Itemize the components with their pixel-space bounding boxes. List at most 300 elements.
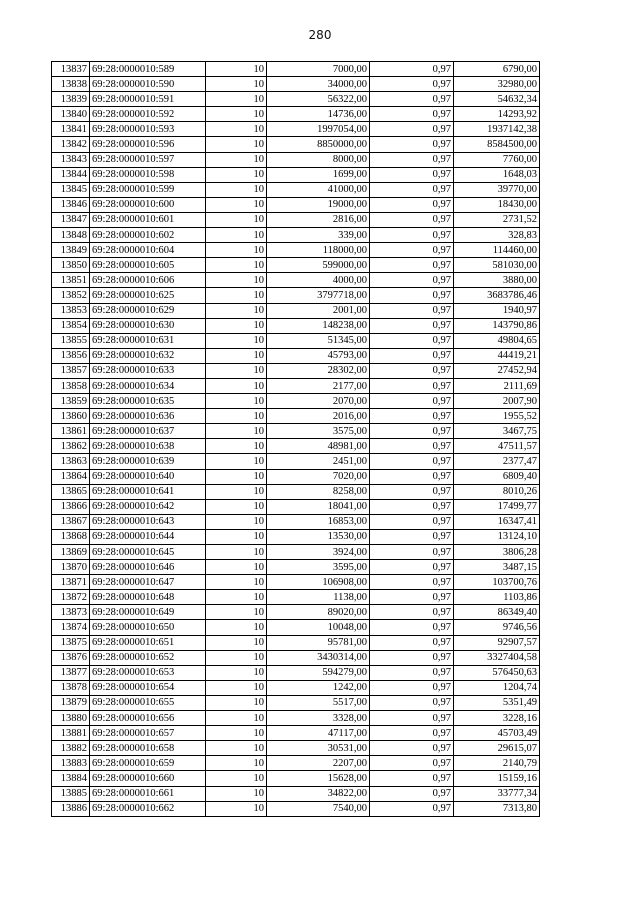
table-row: [52, 107, 540, 122]
coefficient-cell: 0,97: [370, 620, 454, 635]
row-number-cell: 13880: [52, 711, 90, 726]
area-cell: 47117,00: [267, 726, 370, 741]
percent-cell: 10: [206, 771, 267, 786]
value-cell: 1937142,38: [454, 122, 540, 137]
coefficient-cell: 0,97: [370, 77, 454, 92]
coefficient-cell: 0,97: [370, 454, 454, 469]
row-number-cell: 13863: [52, 454, 90, 469]
percent-cell: 10: [206, 212, 267, 227]
row-number-cell: 13854: [52, 318, 90, 333]
cadastral-number-cell: 69:28:0000010:640: [90, 469, 206, 484]
cadastral-number-cell: 69:28:0000010:633: [90, 363, 206, 378]
area-cell: 10048,00: [267, 620, 370, 635]
row-number-cell: 13850: [52, 258, 90, 273]
value-cell: 3806,28: [454, 545, 540, 560]
coefficient-cell: 0,97: [370, 801, 454, 816]
cadastral-number-cell: 69:28:0000010:650: [90, 620, 206, 635]
percent-cell: 10: [206, 107, 267, 122]
value-cell: 1940,97: [454, 303, 540, 318]
area-cell: 118000,00: [267, 243, 370, 258]
row-number-cell: 13858: [52, 378, 90, 393]
value-cell: 29615,07: [454, 741, 540, 756]
percent-cell: 10: [206, 348, 267, 363]
cadastral-number-cell: 69:28:0000010:641: [90, 484, 206, 499]
table-row: [52, 499, 540, 514]
value-cell: 576450,63: [454, 665, 540, 680]
percent-cell: 10: [206, 726, 267, 741]
percent-cell: 10: [206, 575, 267, 590]
cadastral-number-cell: 69:28:0000010:605: [90, 258, 206, 273]
percent-cell: 10: [206, 454, 267, 469]
cadastral-number-cell: 69:28:0000010:630: [90, 318, 206, 333]
coefficient-cell: 0,97: [370, 152, 454, 167]
value-cell: 3683786,46: [454, 288, 540, 303]
row-number-cell: 13874: [52, 620, 90, 635]
value-cell: 44419,21: [454, 348, 540, 363]
area-cell: 3328,00: [267, 711, 370, 726]
cadastral-number-cell: 69:28:0000010:600: [90, 197, 206, 212]
area-cell: 34000,00: [267, 77, 370, 92]
table-row: [52, 212, 540, 227]
area-cell: 56322,00: [267, 92, 370, 107]
table-row: [52, 711, 540, 726]
row-number-cell: 13857: [52, 363, 90, 378]
coefficient-cell: 0,97: [370, 756, 454, 771]
cadastral-number-cell: 69:28:0000010:629: [90, 303, 206, 318]
coefficient-cell: 0,97: [370, 258, 454, 273]
cadastral-number-cell: 69:28:0000010:596: [90, 137, 206, 152]
table-row: [52, 484, 540, 499]
table-row: [52, 590, 540, 605]
cadastral-number-cell: 69:28:0000010:660: [90, 771, 206, 786]
area-cell: 8258,00: [267, 484, 370, 499]
coefficient-cell: 0,97: [370, 288, 454, 303]
area-cell: 95781,00: [267, 635, 370, 650]
row-number-cell: 13878: [52, 680, 90, 695]
percent-cell: 10: [206, 409, 267, 424]
registry-table-body: [52, 62, 540, 817]
percent-cell: 10: [206, 92, 267, 107]
row-number-cell: 13855: [52, 333, 90, 348]
percent-cell: 10: [206, 756, 267, 771]
area-cell: 3430314,00: [267, 650, 370, 665]
percent-cell: 10: [206, 197, 267, 212]
value-cell: 1648,03: [454, 167, 540, 182]
value-cell: 9746,56: [454, 620, 540, 635]
table-row: [52, 77, 540, 92]
coefficient-cell: 0,97: [370, 545, 454, 560]
table-row: [52, 424, 540, 439]
coefficient-cell: 0,97: [370, 650, 454, 665]
value-cell: 5351,49: [454, 695, 540, 710]
area-cell: 4000,00: [267, 273, 370, 288]
row-number-cell: 13871: [52, 575, 90, 590]
coefficient-cell: 0,97: [370, 243, 454, 258]
percent-cell: 10: [206, 77, 267, 92]
cadastral-number-cell: 69:28:0000010:606: [90, 273, 206, 288]
value-cell: 143790,86: [454, 318, 540, 333]
value-cell: 1955,52: [454, 409, 540, 424]
coefficient-cell: 0,97: [370, 409, 454, 424]
table-row: [52, 318, 540, 333]
percent-cell: 10: [206, 152, 267, 167]
value-cell: 17499,77: [454, 499, 540, 514]
coefficient-cell: 0,97: [370, 273, 454, 288]
percent-cell: 10: [206, 62, 267, 77]
value-cell: 27452,94: [454, 363, 540, 378]
area-cell: 18041,00: [267, 499, 370, 514]
cadastral-number-cell: 69:28:0000010:589: [90, 62, 206, 77]
percent-cell: 10: [206, 333, 267, 348]
row-number-cell: 13843: [52, 152, 90, 167]
value-cell: 581030,00: [454, 258, 540, 273]
cadastral-number-cell: 69:28:0000010:597: [90, 152, 206, 167]
cadastral-number-cell: 69:28:0000010:644: [90, 529, 206, 544]
table-row: [52, 137, 540, 152]
cadastral-number-cell: 69:28:0000010:604: [90, 243, 206, 258]
percent-cell: 10: [206, 545, 267, 560]
area-cell: 8000,00: [267, 152, 370, 167]
table-row: [52, 62, 540, 77]
area-cell: 7540,00: [267, 801, 370, 816]
percent-cell: 10: [206, 620, 267, 635]
cadastral-number-cell: 69:28:0000010:625: [90, 288, 206, 303]
table-row: [52, 620, 540, 635]
value-cell: 86349,40: [454, 605, 540, 620]
area-cell: 51345,00: [267, 333, 370, 348]
value-cell: 2731,52: [454, 212, 540, 227]
area-cell: 13530,00: [267, 529, 370, 544]
cadastral-number-cell: 69:28:0000010:653: [90, 665, 206, 680]
row-number-cell: 13882: [52, 741, 90, 756]
area-cell: 594279,00: [267, 665, 370, 680]
row-number-cell: 13844: [52, 167, 90, 182]
area-cell: 2016,00: [267, 409, 370, 424]
coefficient-cell: 0,97: [370, 62, 454, 77]
area-cell: 16853,00: [267, 514, 370, 529]
cadastral-number-cell: 69:28:0000010:601: [90, 212, 206, 227]
table-row: [52, 333, 540, 348]
value-cell: 6790,00: [454, 62, 540, 77]
value-cell: 54632,34: [454, 92, 540, 107]
table-row: [52, 303, 540, 318]
value-cell: 14293,92: [454, 107, 540, 122]
percent-cell: 10: [206, 439, 267, 454]
coefficient-cell: 0,97: [370, 378, 454, 393]
row-number-cell: 13867: [52, 514, 90, 529]
cadastral-number-cell: 69:28:0000010:636: [90, 409, 206, 424]
table-row: [52, 786, 540, 801]
value-cell: 13124,10: [454, 529, 540, 544]
row-number-cell: 13846: [52, 197, 90, 212]
coefficient-cell: 0,97: [370, 424, 454, 439]
coefficient-cell: 0,97: [370, 786, 454, 801]
value-cell: 7313,80: [454, 801, 540, 816]
row-number-cell: 13847: [52, 212, 90, 227]
area-cell: 5517,00: [267, 695, 370, 710]
value-cell: 3327404,58: [454, 650, 540, 665]
table-row: [52, 454, 540, 469]
area-cell: 2001,00: [267, 303, 370, 318]
coefficient-cell: 0,97: [370, 394, 454, 409]
area-cell: 89020,00: [267, 605, 370, 620]
area-cell: 19000,00: [267, 197, 370, 212]
percent-cell: 10: [206, 258, 267, 273]
value-cell: 1204,74: [454, 680, 540, 695]
cadastral-number-cell: 69:28:0000010:634: [90, 378, 206, 393]
table-row: [52, 273, 540, 288]
row-number-cell: 13886: [52, 801, 90, 816]
value-cell: 2377,47: [454, 454, 540, 469]
cadastral-number-cell: 69:28:0000010:642: [90, 499, 206, 514]
percent-cell: 10: [206, 378, 267, 393]
percent-cell: 10: [206, 484, 267, 499]
table-row: [52, 348, 540, 363]
table-row: [52, 680, 540, 695]
page-number: 280: [308, 28, 332, 42]
cadastral-number-cell: 69:28:0000010:659: [90, 756, 206, 771]
value-cell: 32980,00: [454, 77, 540, 92]
cadastral-number-cell: 69:28:0000010:631: [90, 333, 206, 348]
cadastral-number-cell: 69:28:0000010:593: [90, 122, 206, 137]
table-row: [52, 695, 540, 710]
percent-cell: 10: [206, 680, 267, 695]
row-number-cell: 13860: [52, 409, 90, 424]
value-cell: 2007,90: [454, 394, 540, 409]
coefficient-cell: 0,97: [370, 182, 454, 197]
table-row: [52, 771, 540, 786]
area-cell: 599000,00: [267, 258, 370, 273]
value-cell: 47511,57: [454, 439, 540, 454]
row-number-cell: 13883: [52, 756, 90, 771]
coefficient-cell: 0,97: [370, 167, 454, 182]
coefficient-cell: 0,97: [370, 514, 454, 529]
row-number-cell: 13861: [52, 424, 90, 439]
value-cell: 16347,41: [454, 514, 540, 529]
cadastral-number-cell: 69:28:0000010:592: [90, 107, 206, 122]
row-number-cell: 13840: [52, 107, 90, 122]
percent-cell: 10: [206, 243, 267, 258]
area-cell: 3595,00: [267, 560, 370, 575]
coefficient-cell: 0,97: [370, 348, 454, 363]
percent-cell: 10: [206, 424, 267, 439]
cadastral-number-cell: 69:28:0000010:646: [90, 560, 206, 575]
row-number-cell: 13852: [52, 288, 90, 303]
cadastral-number-cell: 69:28:0000010:638: [90, 439, 206, 454]
area-cell: 148238,00: [267, 318, 370, 333]
table-row: [52, 801, 540, 816]
percent-cell: 10: [206, 605, 267, 620]
cadastral-number-cell: 69:28:0000010:661: [90, 786, 206, 801]
area-cell: 1997054,00: [267, 122, 370, 137]
table-row: [52, 726, 540, 741]
row-number-cell: 13849: [52, 243, 90, 258]
area-cell: 30531,00: [267, 741, 370, 756]
cadastral-number-cell: 69:28:0000010:662: [90, 801, 206, 816]
coefficient-cell: 0,97: [370, 469, 454, 484]
cadastral-number-cell: 69:28:0000010:657: [90, 726, 206, 741]
coefficient-cell: 0,97: [370, 590, 454, 605]
percent-cell: 10: [206, 695, 267, 710]
row-number-cell: 13865: [52, 484, 90, 499]
table-row: [52, 575, 540, 590]
table-row: [52, 409, 540, 424]
value-cell: 45703,49: [454, 726, 540, 741]
table-row: [52, 92, 540, 107]
value-cell: 3880,00: [454, 273, 540, 288]
area-cell: 48981,00: [267, 439, 370, 454]
row-number-cell: 13879: [52, 695, 90, 710]
coefficient-cell: 0,97: [370, 137, 454, 152]
row-number-cell: 13877: [52, 665, 90, 680]
row-number-cell: 13873: [52, 605, 90, 620]
row-number-cell: 13872: [52, 590, 90, 605]
percent-cell: 10: [206, 182, 267, 197]
value-cell: 3467,75: [454, 424, 540, 439]
table-row: [52, 605, 540, 620]
area-cell: 3797718,00: [267, 288, 370, 303]
value-cell: 6809,40: [454, 469, 540, 484]
coefficient-cell: 0,97: [370, 303, 454, 318]
table-row: [52, 378, 540, 393]
area-cell: 1138,00: [267, 590, 370, 605]
coefficient-cell: 0,97: [370, 726, 454, 741]
value-cell: 92907,57: [454, 635, 540, 650]
row-number-cell: 13868: [52, 529, 90, 544]
value-cell: 328,83: [454, 228, 540, 243]
table-row: [52, 635, 540, 650]
value-cell: 8010,26: [454, 484, 540, 499]
coefficient-cell: 0,97: [370, 635, 454, 650]
coefficient-cell: 0,97: [370, 122, 454, 137]
cadastral-number-cell: 69:28:0000010:639: [90, 454, 206, 469]
table-row: [52, 741, 540, 756]
table-row: [52, 122, 540, 137]
cadastral-number-cell: 69:28:0000010:598: [90, 167, 206, 182]
area-cell: 34822,00: [267, 786, 370, 801]
table-row: [52, 167, 540, 182]
cadastral-number-cell: 69:28:0000010:590: [90, 77, 206, 92]
cadastral-number-cell: 69:28:0000010:635: [90, 394, 206, 409]
table-row: [52, 152, 540, 167]
cadastral-number-cell: 69:28:0000010:651: [90, 635, 206, 650]
row-number-cell: 13856: [52, 348, 90, 363]
percent-cell: 10: [206, 635, 267, 650]
row-number-cell: 13838: [52, 77, 90, 92]
coefficient-cell: 0,97: [370, 711, 454, 726]
cadastral-number-cell: 69:28:0000010:655: [90, 695, 206, 710]
cadastral-number-cell: 69:28:0000010:591: [90, 92, 206, 107]
cadastral-number-cell: 69:28:0000010:652: [90, 650, 206, 665]
area-cell: 41000,00: [267, 182, 370, 197]
table-row: [52, 182, 540, 197]
percent-cell: 10: [206, 650, 267, 665]
percent-cell: 10: [206, 590, 267, 605]
table-row: [52, 363, 540, 378]
coefficient-cell: 0,97: [370, 333, 454, 348]
table-row: [52, 514, 540, 529]
table-row: [52, 288, 540, 303]
area-cell: 45793,00: [267, 348, 370, 363]
cadastral-number-cell: 69:28:0000010:643: [90, 514, 206, 529]
table-row: [52, 228, 540, 243]
value-cell: 7760,00: [454, 152, 540, 167]
percent-cell: 10: [206, 394, 267, 409]
value-cell: 33777,34: [454, 786, 540, 801]
area-cell: 8850000,00: [267, 137, 370, 152]
percent-cell: 10: [206, 741, 267, 756]
percent-cell: 10: [206, 167, 267, 182]
area-cell: 2177,00: [267, 378, 370, 393]
cadastral-number-cell: 69:28:0000010:637: [90, 424, 206, 439]
cadastral-number-cell: 69:28:0000010:645: [90, 545, 206, 560]
coefficient-cell: 0,97: [370, 771, 454, 786]
table-row: [52, 545, 540, 560]
table-row: [52, 529, 540, 544]
row-number-cell: 13848: [52, 228, 90, 243]
row-number-cell: 13866: [52, 499, 90, 514]
area-cell: 3924,00: [267, 545, 370, 560]
cadastral-number-cell: 69:28:0000010:599: [90, 182, 206, 197]
coefficient-cell: 0,97: [370, 665, 454, 680]
area-cell: 2070,00: [267, 394, 370, 409]
coefficient-cell: 0,97: [370, 529, 454, 544]
row-number-cell: 13881: [52, 726, 90, 741]
percent-cell: 10: [206, 363, 267, 378]
row-number-cell: 13875: [52, 635, 90, 650]
area-cell: 2816,00: [267, 212, 370, 227]
value-cell: 114460,00: [454, 243, 540, 258]
percent-cell: 10: [206, 273, 267, 288]
coefficient-cell: 0,97: [370, 212, 454, 227]
cadastral-number-cell: 69:28:0000010:648: [90, 590, 206, 605]
cadastral-number-cell: 69:28:0000010:654: [90, 680, 206, 695]
coefficient-cell: 0,97: [370, 575, 454, 590]
cadastral-number-cell: 69:28:0000010:658: [90, 741, 206, 756]
area-cell: 7020,00: [267, 469, 370, 484]
area-cell: 7000,00: [267, 62, 370, 77]
cadastral-number-cell: 69:28:0000010:602: [90, 228, 206, 243]
cadastral-number-cell: 69:28:0000010:632: [90, 348, 206, 363]
area-cell: 3575,00: [267, 424, 370, 439]
table-row: [52, 439, 540, 454]
coefficient-cell: 0,97: [370, 439, 454, 454]
value-cell: 8584500,00: [454, 137, 540, 152]
value-cell: 15159,16: [454, 771, 540, 786]
coefficient-cell: 0,97: [370, 92, 454, 107]
coefficient-cell: 0,97: [370, 741, 454, 756]
table-row: [52, 197, 540, 212]
percent-cell: 10: [206, 514, 267, 529]
coefficient-cell: 0,97: [370, 560, 454, 575]
row-number-cell: 13870: [52, 560, 90, 575]
area-cell: 2451,00: [267, 454, 370, 469]
coefficient-cell: 0,97: [370, 499, 454, 514]
percent-cell: 10: [206, 786, 267, 801]
value-cell: 2140,79: [454, 756, 540, 771]
row-number-cell: 13845: [52, 182, 90, 197]
row-number-cell: 13884: [52, 771, 90, 786]
value-cell: 103700,76: [454, 575, 540, 590]
area-cell: 339,00: [267, 228, 370, 243]
value-cell: 1103,86: [454, 590, 540, 605]
row-number-cell: 13869: [52, 545, 90, 560]
coefficient-cell: 0,97: [370, 318, 454, 333]
percent-cell: 10: [206, 499, 267, 514]
row-number-cell: 13837: [52, 62, 90, 77]
coefficient-cell: 0,97: [370, 680, 454, 695]
row-number-cell: 13839: [52, 92, 90, 107]
